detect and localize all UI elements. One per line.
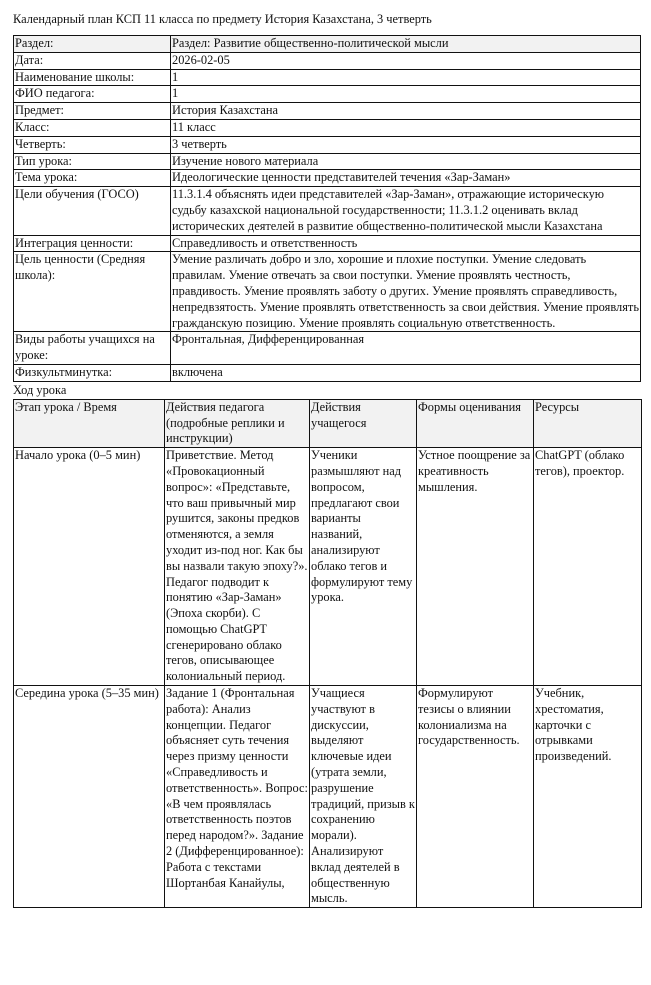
info-value: включена: [171, 364, 641, 381]
teacher-actions-cell: Задание 1 (Фронтальная работа): Анализ концепции. Педагог объясняет суть течения через призму ценности «Справедливость и ответственность». Вопрос: «В чем проявлялась ответственность поэтов перед народом?». Задание 2 (Дифференцированное): Работа с текстами Шортанбая Канайулы,: [165, 686, 310, 908]
info-label: Виды работы учащихся на уроке:: [14, 332, 171, 365]
info-row: [14, 119, 641, 136]
assessment-cell: Устное поощрение за креативность мышления.: [417, 448, 534, 686]
header-student-actions: Действия учащегося: [310, 399, 417, 447]
info-value: Раздел: Развитие общественно-политической мысли: [171, 36, 641, 53]
info-value: История Казахстана: [171, 103, 641, 120]
info-row: [14, 86, 641, 103]
resources-cell: ChatGPT (облако тегов), проектор.: [534, 448, 642, 686]
info-value: Фронтальная, Дифференцированная: [171, 332, 641, 365]
header-assessment: Формы оценивания: [417, 399, 534, 447]
info-row: [14, 52, 641, 69]
info-row: [14, 170, 641, 187]
lesson-body: [14, 448, 642, 908]
info-label: Наименование школы:: [14, 69, 171, 86]
info-label: Предмет:: [14, 103, 171, 120]
document-page: [13, 11, 641, 908]
resources-cell: Учебник, хрестоматия, карточки с отрывками произведений.: [534, 686, 642, 908]
info-body: [14, 52, 641, 381]
info-label: Раздел:: [14, 36, 171, 53]
info-row: [14, 136, 641, 153]
info-value: 11 класс: [171, 119, 641, 136]
info-row: [14, 187, 641, 235]
info-label: Физкультминутка:: [14, 364, 171, 381]
header-teacher-actions: Действия педагога (подробные реплики и инструкции): [165, 399, 310, 447]
info-label: Дата:: [14, 52, 171, 69]
info-row: [14, 103, 641, 120]
info-row: [14, 364, 641, 381]
info-label: Тема урока:: [14, 170, 171, 187]
info-value: Изучение нового материала: [171, 153, 641, 170]
info-value: 1: [171, 86, 641, 103]
student-actions-cell: Учащиеся участвуют в дискуссии, выделяют ключевые идеи (утрата земли, разрушение традиций, призыв к сохранению морали). Анализируют вклад деятелей в общественную мысль.: [310, 686, 417, 908]
lesson-row: [14, 448, 642, 686]
lesson-plan-table: [13, 399, 642, 909]
student-actions-cell: Ученики размышляют над вопросом, предлагают свои варианты названий, анализируют облако тегов и формулируют тему урока.: [310, 448, 417, 686]
info-label: Класс:: [14, 119, 171, 136]
assessment-cell: Формулируют тезисы о влиянии колониализма на государственность.: [417, 686, 534, 908]
info-row: [14, 153, 641, 170]
info-row: [14, 69, 641, 86]
lesson-header-row: [14, 399, 642, 447]
info-label: Цель ценности (Средняя школа):: [14, 252, 171, 332]
header-resources: Ресурсы: [534, 399, 642, 447]
document-title: Календарный план КСП 11 класса по предмету История Казахстана, 3 четверть: [13, 12, 432, 26]
info-value: 2026-02-05: [171, 52, 641, 69]
info-row: [14, 235, 641, 252]
info-row: [14, 332, 641, 365]
info-label: Тип урока:: [14, 153, 171, 170]
info-label: Интеграция ценности:: [14, 235, 171, 252]
lesson-info-table: [13, 35, 641, 382]
lesson-row: [14, 686, 642, 908]
info-label: Цели обучения (ГОСО): [14, 187, 171, 235]
info-label: Четверть:: [14, 136, 171, 153]
info-value: Идеологические ценности представителей течения «Зар-Заман»: [171, 170, 641, 187]
info-label: ФИО педагога:: [14, 86, 171, 103]
lesson-progress-label: Ход урока: [13, 382, 67, 397]
info-value: 11.3.1.4 объяснять идеи представителей «Зар-Заман», отражающие историческую судьбу казахской национальной государственности; 11.3.1.2 оценивать вклад исторических деятелей в развитие общественно-политической мысли Казахстана: [171, 187, 641, 235]
info-header-row: [14, 36, 641, 53]
info-value: 1: [171, 69, 641, 86]
info-value: Умение различать добро и зло, хорошие и плохие поступки. Умение следовать правилам. Умение отвечать за свои поступки. Умение проявлять честность, правдивость. Умение проявлять заботу о других. Умение проявлять справедливость, непредвзятость. Умение проявлять ответственность за свои действия. Умение проявлять гражданскую позицию. Умение проявлять социальную ответственность.: [171, 252, 641, 332]
info-value: 3 четверть: [171, 136, 641, 153]
info-row: [14, 252, 641, 332]
stage-cell: Середина урока (5–35 мин): [14, 686, 165, 908]
teacher-actions-cell: Приветствие. Метод «Провокационный вопрос»: «Представьте, что ваш привычный мир рушится, законы предков отменяются, а земля уходит из-под ног. Как бы вы назвали такую эпоху?». Педагог подводит к понятию «Зар-Заман» (Эпоха скорби). С помощью ChatGPT сгенерировано облако тегов, описывающее колониальный период.: [165, 448, 310, 686]
info-value: Справедливость и ответственность: [171, 235, 641, 252]
stage-cell: Начало урока (0–5 мин): [14, 448, 165, 686]
header-stage: Этап урока / Время: [14, 399, 165, 447]
